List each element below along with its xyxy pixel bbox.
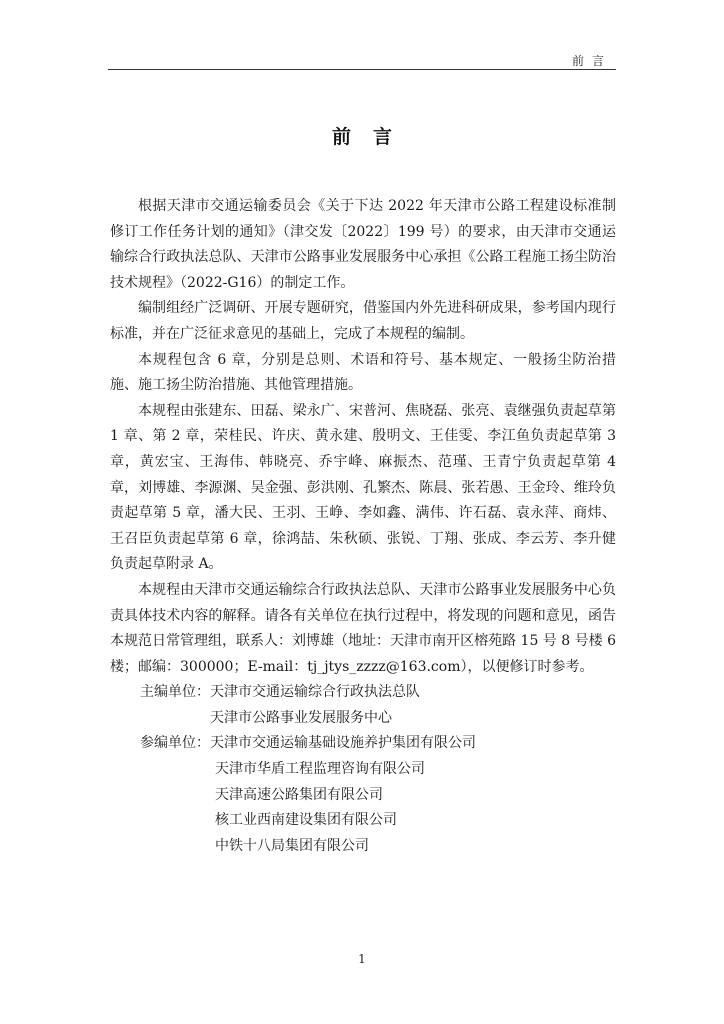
participant-list bbox=[210, 731, 476, 859]
page-title: 前言 bbox=[331, 126, 414, 148]
participant-unit: 中铁十八局集团有限公司 bbox=[215, 837, 369, 854]
participant-label: 参编单位： bbox=[140, 735, 210, 752]
participant-unit: 天津高速公路集团有限公司 bbox=[215, 786, 383, 803]
page-number: 1 bbox=[358, 952, 366, 966]
paragraph-drafters: 本规程由张建东、田磊、梁永广、宋普河、焦晓磊、张亮、袁继强负责起草第 1 章、第 2 章，荣桂民、许庆、黄永建、殷明文、王佳雯、李江鱼负责起草第 3 章，黄宏宝、王海伟、韩晓亮、乔宇峰、麻振杰、范瑾、王青宁负责起草第 4 章，刘博雄、李源渊、吴金强、彭洪刚、孔繁杰、陈晨、张若愚、王金玲、维玲负责起草第 5 章，潘大民、王羽、王峥、李如鑫、满伟、许石磊、袁永萍、商炜、王召臣负责起草第 6 章，徐鸿喆、朱秋硕、张锐、丁翔、张成、李云芳、李升健负责起草附录 A。 bbox=[110, 402, 616, 573]
chief-editor-unit: 天津市公路事业发展服务中心 bbox=[210, 709, 392, 726]
header-divider bbox=[108, 69, 616, 70]
paragraph-interpretation: 本规程由天津市交通运输综合行政执法总队、天津市公路事业发展服务中心负责具体技术内容的解释。请各有关单位在执行过程中，将发现的问题和意见，函告本规范日常管理组，联系人：刘博雄（地址：天津市南开区榕苑路 15 号 8 号楼 6 楼；邮编：300000；E-mail：tj_jtys_zzzz@163.com），以便修订时参考。 bbox=[110, 581, 616, 675]
paragraph-mandate: 根据天津市交通运输委员会《关于下达 2022 年天津市公路工程建设标准制修订工作任务计划的通知》（津交发〔2022〕199 号）的要求，由天津市交通运输综合行政执法总队、天津市公路事业发展服务中心承担《公路工程施工扬尘防治技术规程》（2022-G16）的制定工作。 bbox=[110, 198, 616, 291]
participant-units bbox=[110, 731, 616, 859]
participant-unit: 天津市交通运输基础设施养护集团有限公司 bbox=[210, 735, 476, 752]
participant-unit: 天津市华盾工程监理咨询有限公司 bbox=[215, 761, 425, 778]
chief-editor-list bbox=[210, 680, 420, 731]
document-body bbox=[110, 194, 616, 859]
paragraph-chapters: 本规程包含 6 章，分别是总则、术语和符号、基本规定、一般扬尘防治措施、施工扬尘防治措施、其他管理措施。 bbox=[110, 351, 616, 394]
chief-editor-label: 主编单位： bbox=[140, 684, 210, 701]
paragraph-research: 编制组经广泛调研、开展专题研究，借鉴国内外先进科研成果，参考国内现行标准，并在广泛征求意见的基础上，完成了本规程的编制。 bbox=[110, 300, 616, 342]
running-header: 前言 bbox=[571, 54, 612, 68]
participant-unit: 核工业西南建设集团有限公司 bbox=[215, 812, 397, 829]
chief-editor-units bbox=[110, 680, 616, 731]
chief-editor-unit: 天津市交通运输综合行政执法总队 bbox=[210, 684, 420, 701]
